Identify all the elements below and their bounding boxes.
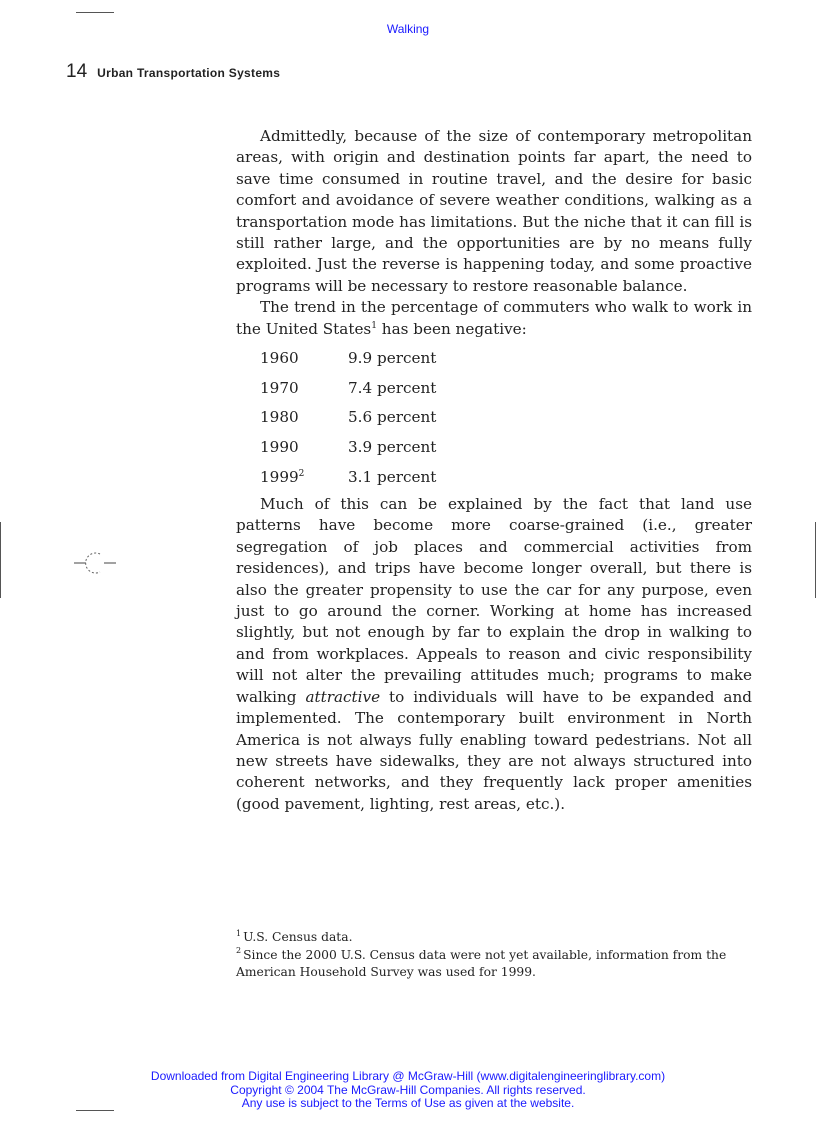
paragraph-1: Admittedly, because of the size of contemporary metropolitan areas, with origin and destination points far apart, the need to save time consumed in routine travel, and the desire for basic comfort and avoidance of severe weather conditions, walking as a transportation mode has limitations. But the niche that it can fill is still rather large, and the opportunities are by no means fully exploited. Just the reverse is happening today, and some proactive programs will be necessary to restore reasonable balance. <box>236 127 752 295</box>
trend-year: 1970 <box>260 378 299 397</box>
book-title: Urban Transportation Systems <box>97 66 281 80</box>
chapter-link[interactable]: Walking <box>386 22 430 36</box>
trend-value: 3.9 percent <box>348 437 437 456</box>
running-head <box>66 61 280 83</box>
paragraph-2-text: The trend in the percentage of commuters who walk to work in the United States <box>236 298 752 338</box>
trend-value: 7.4 percent <box>348 378 437 397</box>
download-notice-line-2: Copyright © 2004 The McGraw-Hill Companies. All rights reserved. <box>230 1082 586 1097</box>
crop-mark-left <box>0 522 1 598</box>
trend-year: 1999$^2$ <box>260 467 305 486</box>
trend-value: 9.9 percent <box>348 349 437 368</box>
trend-row <box>260 374 752 404</box>
download-notice[interactable] <box>0 1070 816 1111</box>
footnote-ref-2[interactable]: 2 <box>298 468 305 479</box>
paragraph-3: Much of this can be explained by the fact that land use patterns have become more coarse-grained (i.e., greater segregation of job places and commercial activities from residences), and trips have become longer overall, but there is also the greater propensity to use the car for any purpose, even just to go around the corner. Working at home has increased slightly, but not enough by far to explain the drop in walking to and from workplaces. Appeals to reason and civic responsibility will not alter the prevailing attitudes much; programs to make walking attractive to individuals will have to be expanded and implemented. The contemporary built environment in North America is not always fully enabling toward pedestrians. Not all new streets have sidewalks, they are not always structured into coherent networks, and they frequently lack proper amenities (good pavement, lighting, rest areas, etc.). <box>236 495 752 813</box>
walk-to-work-trend-list <box>260 344 752 492</box>
trend-value: 3.1 percent <box>348 467 437 486</box>
registration-mark-icon <box>72 548 118 578</box>
emphasis-attractive: attractive <box>305 687 381 706</box>
trend-year: 1980 <box>260 408 299 427</box>
download-notice-line-3: Any use is subject to the Terms of Use as given at the website. <box>241 1096 575 1110</box>
footnote-2: $^2$ Since the 2000 U.S. Census data were not yet available, information from the American Household Survey was used for 1999. <box>236 946 727 979</box>
footnotes <box>236 929 752 982</box>
crop-mark-top <box>76 12 114 13</box>
trend-year: 1960 <box>260 349 299 368</box>
download-notice-line-1[interactable]: Downloaded from Digital Engineering Library @ McGraw-Hill (www.digitalengineeringlibrary.com) <box>150 1069 666 1083</box>
paragraph-2-tail: has been negative: <box>376 319 527 338</box>
body-text <box>236 126 752 815</box>
trend-row <box>260 462 752 492</box>
footnote-ref-1[interactable]: 1 <box>371 320 377 331</box>
footnote-1: $^1$ U.S. Census data. <box>236 928 353 944</box>
trend-row <box>260 344 752 374</box>
trend-year: 1990 <box>260 437 299 456</box>
trend-row <box>260 403 752 433</box>
trend-value: 5.6 percent <box>348 408 437 427</box>
trend-row <box>260 433 752 463</box>
page-number: 14 <box>66 61 88 82</box>
paragraph-2 <box>236 297 752 340</box>
